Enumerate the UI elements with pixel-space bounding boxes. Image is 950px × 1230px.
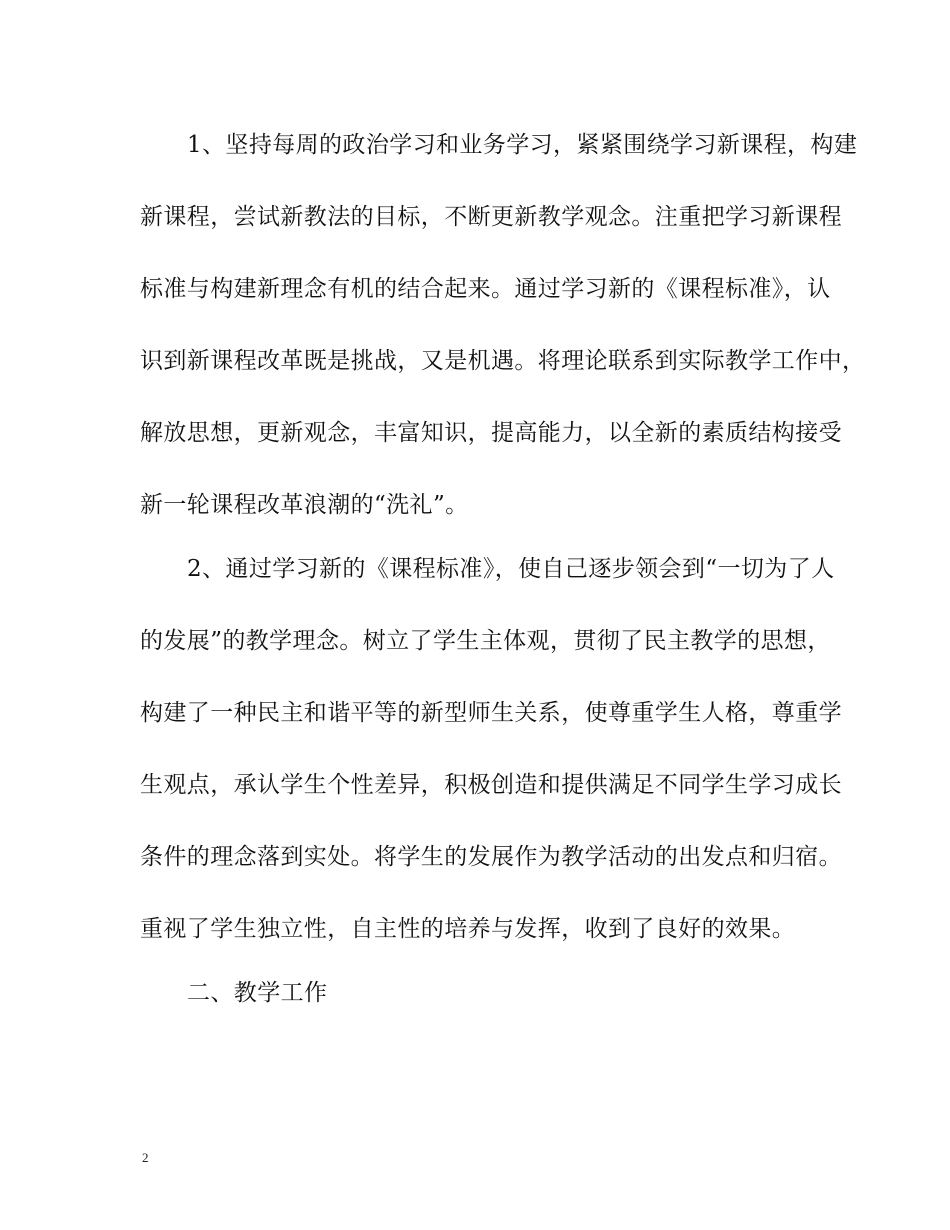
paragraph-2-line-6: 重视了学生独立性，自主性的培养与发挥，收到了良好的效果。 bbox=[140, 916, 796, 942]
paragraph-1-line-5: 解放思想，更新观念，丰富知识，提高能力，以全新的素质结构接受 bbox=[140, 420, 842, 446]
section-heading: 二、教学工作 bbox=[187, 980, 328, 1006]
paragraph-2-line-5: 条件的理念落到实处。将学生的发展作为教学活动的出发点和归宿。 bbox=[140, 844, 842, 870]
paragraph-1-line-2: 新课程，尝试新教法的目标，不断更新教学观念。注重把学习新课程 bbox=[140, 204, 842, 230]
paragraph-2-line-3: 构建了一种民主和谐平等的新型师生关系，使尊重学生人格，尊重学 bbox=[140, 700, 842, 726]
paragraph-1-line-3: 标准与构建新理念有机的结合起来。通过学习新的《课程标准》，认 bbox=[140, 276, 831, 302]
page-number: 2 bbox=[142, 1150, 149, 1165]
paragraph-1-line-6: 新一轮课程改革浪潮的“洗礼”。 bbox=[140, 492, 469, 518]
paragraph-1-line-1: 1、坚持每周的政治学习和业务学习，紧紧围绕学习新课程，构建 bbox=[187, 132, 858, 158]
paragraph-1-line-4: 识到新课程改革既是挑战，又是机遇。将理论联系到实际教学工作中， bbox=[140, 348, 866, 374]
paragraph-2-line-4: 生观点，承认学生个性差异，积极创造和提供满足不同学生学习成长 bbox=[140, 772, 842, 798]
paragraph-2-line-2: 的发展”的教学理念。树立了学生主体观，贯彻了民主教学的思想， bbox=[140, 628, 831, 654]
paragraph-2-line-1: 2、通过学习新的《课程标准》，使自己逐步领会到“一切为了人 bbox=[187, 556, 835, 582]
